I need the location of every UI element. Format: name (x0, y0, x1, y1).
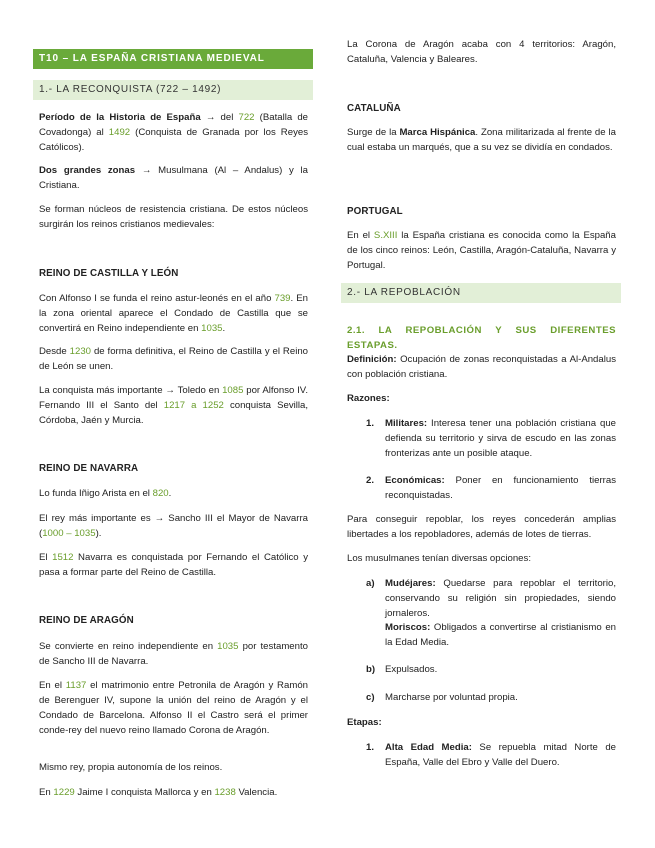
definicion-paragraph: Definición: Ocupación de zonas reconquistadas a Al-Andalus con población cristiana. (347, 354, 616, 380)
opcion-a-num: a) (366, 578, 375, 589)
subsection-2-1: 2.1. LA REPOBLACIÓN Y SUS DIFERENTES ESTAPAS. (347, 324, 616, 351)
arrow-icon: → (154, 513, 165, 524)
opcion-a-moriscos: Moriscos: Obligados a convertirse al cristianismo en la Edad Media. (385, 622, 616, 648)
etapa-1: Alta Edad Media: Se repuebla mitad Norte de España, Valle del Ebro y Valle del Duero. (385, 742, 617, 768)
section2-banner (341, 283, 621, 303)
opcion-b: Expulsados. (385, 664, 438, 675)
section2-text: 2.- LA REPOBLACIÓN (347, 287, 461, 298)
section1-text: 1.- LA RECONQUISTA (722 – 1492) (39, 84, 222, 95)
navarra-p1: Lo funda Iñigo Arista en el 820. (39, 488, 172, 499)
portugal-heading: PORTUGAL (347, 206, 403, 217)
title-banner (33, 49, 313, 69)
opcion-c: Marcharse por voluntad propia. (385, 692, 518, 703)
castilla-p2: Desde 1230 de forma definitiva, el Reino de Castilla y el Reino de León se unen. (39, 346, 308, 372)
aragon-p2: En el 1137 el matrimonio entre Petronila de Aragón y Ramón de Berenguer IV, supone la unión del reino de Aragón y el Condado de Barcelona. Alfonso II el Castro será el primer conde-rey del nuevo reino llamado Corona de Aragón. (39, 680, 308, 736)
arrow-icon: → (205, 112, 216, 123)
corona-paragraph: La Corona de Aragón acaba con 4 territorios: Aragón, Cataluña, Valencia y Baleares. (347, 39, 616, 65)
portugal-paragraph: En el S.XIII la España cristiana es conocida como la España de los cinco reinos: León, Castilla, Aragón-Cataluña, Navarra y Portugal. (347, 230, 616, 271)
razones-label: Razones: (347, 393, 390, 404)
castilla-heading: REINO DE CASTILLA Y LEÓN (39, 268, 179, 279)
arrow-icon: → (165, 385, 175, 396)
opcion-a: Mudéjares: Quedarse para repoblar el territorio, conservando su religión sin propiedades, siendo jornaleros. (385, 578, 616, 619)
musulmanes-paragraph: Los musulmanes tenían diversas opciones: (347, 553, 531, 564)
navarra-p3: El 1512 Navarra es conquistada por Fernando el Católico y pasa a formar parte del Reino de Castilla. (39, 552, 308, 578)
opcion-b-num: b) (366, 664, 376, 675)
castilla-p1: Con Alfonso I se funda el reino astur-leonés en el año 739. En la zona oriental aparece el Condado de Castilla que se convertirá en Reino independiente en 1035. (39, 293, 308, 334)
opcion-c-num: c) (366, 692, 375, 703)
etapas-label: Etapas: (347, 717, 382, 728)
nucleos-paragraph: Se forman núcleos de resistencia cristiana. De estos núcleos surgirán los reinos cristianos medievales: (39, 204, 308, 230)
razon-1-num: 1. (366, 418, 375, 429)
periodo-paragraph: Período de la Historia de España → del 722 (Batalla de Covadonga) al 1492 (Conquista de Granada por los Reyes Católicos). (39, 112, 309, 153)
aragon-p3: Mismo rey, propia autonomía de los reinos. (39, 762, 223, 773)
cataluna-paragraph: Surge de la Marca Hispánica. Zona militarizada al frente de la cual estaba un marqués, que a su vez se dividía en condados. (347, 127, 616, 153)
title-text: T10 – LA ESPAÑA CRISTIANA MEDIEVAL (39, 53, 265, 64)
aragon-heading: REINO DE ARAGÓN (39, 615, 134, 626)
cataluna-heading: CATALUÑA (347, 103, 401, 114)
repoblar-paragraph: Para conseguir repoblar, los reyes concederán amplias libertades a los repobladores, además de lotes de tierras. (347, 514, 616, 540)
arrow-icon: → (141, 165, 152, 176)
razon-2-num: 2. (366, 475, 375, 486)
razon-2: Económicas: Poner en funcionamiento tierras reconquistadas. (385, 475, 616, 501)
etapa-1-num: 1. (366, 742, 375, 753)
navarra-heading: REINO DE NAVARRA (39, 463, 139, 474)
section1-banner (33, 80, 313, 100)
aragon-p1: Se convierte en reino independiente en 1035 por testamento de Sancho III de Navarra. (39, 641, 308, 667)
navarra-p2: El rey más importante es → Sancho III el Mayor de Navarra (1000 – 1035). (39, 513, 308, 539)
castilla-p3: La conquista más importante → Toledo en 1085 por Alfonso IV. Fernando III el Santo del 1217 a 1252 conquista Sevilla, Córdoba, Jaén y Murcia. (39, 385, 309, 426)
aragon-p4: En 1229 Jaime I conquista Mallorca y en 1238 Valencia. (39, 787, 278, 798)
zonas-paragraph: Dos grandes zonas → Musulmana (Al – Andalus) y la Cristiana. (39, 165, 308, 191)
razon-1: Militares: Interesa tener una población cristiana que defienda su territorio y sirva de escudo en las zonas fronterizas ante un posible ataque. (385, 418, 616, 459)
